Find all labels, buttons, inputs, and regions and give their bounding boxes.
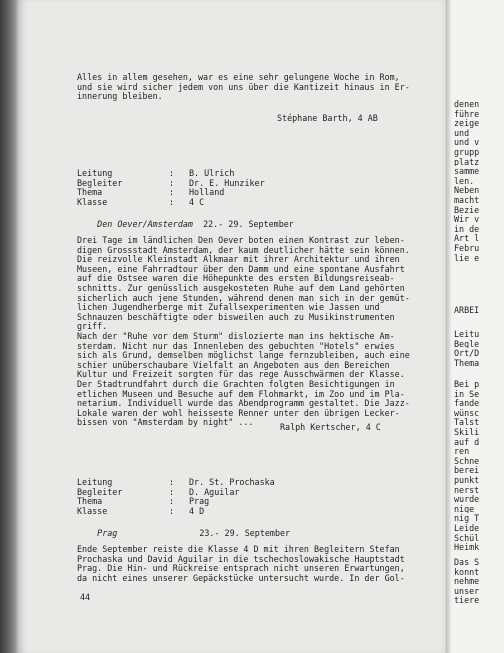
- text-line: netarium. Individuell wurde das Abendprogramm gestaltet. Die Jazz-: [77, 398, 410, 409]
- text-line: macht: [454, 194, 480, 205]
- amsterdam-signature: Ralph Kertscher, 4 C: [280, 422, 381, 432]
- text-line: Bezie: [454, 204, 480, 215]
- prag-info-table: [77, 478, 275, 516]
- text-line: etlichen Museen und Besuche auf dem Flohmarkt, im Zoo und im Pla-: [77, 388, 405, 399]
- text-line: auf d: [454, 436, 480, 447]
- text-line: sicherlich auch jene Stunden, während denen man sich in der gemüt-: [77, 292, 410, 303]
- text-line: in Se: [454, 388, 480, 399]
- text-line: Drei Tage im ländlichen Den Oever boten einen Kontrast zur leben-: [77, 235, 405, 245]
- right-page-body-block: [454, 379, 479, 552]
- info-value: 4 C: [189, 196, 205, 207]
- text-line: in de: [454, 223, 480, 234]
- info-key: Leitung: [77, 477, 113, 487]
- text-line: Kultur und Freizeit sorgten für das rege Ausschwärmen der Klasse.: [77, 369, 405, 380]
- text-line: Thema: [454, 357, 480, 368]
- info-key: Klasse: [77, 505, 108, 516]
- text-line: punkt: [454, 474, 480, 485]
- text-line: griff.: [77, 321, 108, 332]
- text-line: und: [454, 127, 470, 138]
- text-line: unser: [454, 585, 480, 596]
- text-line: Leitu: [454, 329, 480, 339]
- text-line: Nach der "Ruhe vor dem Sturm" dislozierte man ins hektische Am-: [77, 330, 395, 341]
- text-line: Wir v: [454, 214, 480, 224]
- text-line: Febru: [454, 242, 480, 253]
- text-line: innerung bleiben.: [77, 91, 163, 102]
- text-line: wünsc: [454, 407, 480, 418]
- text-line: Prochaska und David Aguilar in die tschechoslowakische Hauptstadt: [77, 553, 405, 564]
- text-line: wurde: [454, 494, 480, 504]
- text-line: fande: [454, 398, 480, 408]
- info-key: Leitung: [77, 168, 113, 178]
- text-line: Bei p: [454, 379, 480, 389]
- info-colon: :: [169, 177, 175, 188]
- text-line: schnitts. Zur genüsslich ausgekosteten Ruhe auf dem Land gehörten: [77, 282, 405, 293]
- info-key: Begleiter: [77, 486, 123, 497]
- right-page-info-block: [454, 329, 479, 367]
- text-line: Begle: [454, 338, 480, 349]
- text-line: Alles in allem gesehen, war es eine sehr gelungene Woche in Rom,: [77, 72, 400, 82]
- text-line: nerst: [454, 484, 480, 495]
- text-line: schier unüberschaubare Vielfalt an Angeboten aus den Bereichen: [77, 359, 390, 370]
- text-line: Lokale waren der wohl heisseste Renner unter den übrigen Lecker-: [77, 407, 400, 418]
- text-line: lie e: [454, 252, 480, 263]
- text-line: berei: [454, 465, 480, 475]
- info-value: Dr. E. Hunziker: [189, 177, 265, 188]
- info-row: [77, 488, 275, 498]
- info-colon: :: [169, 477, 175, 487]
- text-line: denen: [454, 99, 480, 109]
- trip-place: Den Oever/Amsterdam: [97, 218, 193, 229]
- info-colon: :: [169, 187, 175, 198]
- text-line: Talst: [454, 417, 480, 427]
- text-line: Schne: [454, 455, 480, 466]
- info-colon: :: [169, 168, 175, 178]
- text-line: ren: [454, 446, 470, 456]
- text-line: Der Stadtrundfahrt durch die Grachten folgten Besichtigungen in: [77, 378, 395, 389]
- text-line: Ende September reiste die Klasse 4 D mit ihren Begleitern Stefan: [77, 544, 400, 554]
- text-line: Das S: [454, 557, 480, 567]
- info-value: D. Aguilar: [189, 486, 240, 497]
- text-line: Heimk: [454, 542, 480, 552]
- info-key: Thema: [77, 496, 103, 507]
- text-line: Neben: [454, 185, 480, 195]
- text-line: konnt: [454, 566, 480, 577]
- text-line: Skili: [454, 426, 480, 437]
- right-page-heading: ARBEI: [454, 305, 480, 315]
- text-line: bissen von "Amsterdam by night" ...: [77, 417, 254, 428]
- prag-report: [77, 545, 405, 583]
- right-page-top-block: [454, 99, 479, 262]
- text-line: lichen Jugendherberge mit Zufallsexperimenten wie Jassen und: [77, 302, 380, 313]
- info-value: Holland: [189, 187, 225, 198]
- amsterdam-info-table: [77, 169, 265, 207]
- trip-dates: 22.- 29. September: [203, 218, 294, 229]
- info-colon: :: [169, 196, 175, 207]
- text-line: nehme: [454, 576, 480, 586]
- text-line: führe: [454, 108, 480, 119]
- text-line: sich als Grund, demselben möglichst lange fernzubleiben, auch eine: [77, 350, 410, 361]
- text-line: und v: [454, 137, 480, 147]
- text-line: auf die Ostsee waren die Höhepunkte des ersten Bildungsreiseab-: [77, 273, 395, 284]
- text-line: Schnauzen beschäftigte oder bisweilen auch zu Musikinstrumenten: [77, 311, 395, 322]
- intro-paragraph: [77, 73, 410, 102]
- info-key: Begleiter: [77, 177, 123, 188]
- text-line: samme: [454, 166, 480, 176]
- info-row: [77, 198, 265, 208]
- amsterdam-report: [77, 236, 410, 428]
- book-spine-shadow: [0, 0, 18, 653]
- info-value: Dr. St. Prochaska: [189, 477, 275, 487]
- text-line: Ort/D: [454, 348, 480, 358]
- text-line: da nicht eines unserer Gepäckstücke untersucht wurde. In der Gol-: [77, 572, 405, 583]
- info-key: Klasse: [77, 196, 108, 207]
- text-line: sterdam. Nicht nur das Innenleben des gebuchten "Hotels" erwies: [77, 340, 395, 351]
- info-colon: :: [169, 496, 175, 507]
- text-line: platz: [454, 156, 480, 167]
- text-line: len.: [454, 175, 475, 186]
- text-line: nige: [454, 503, 475, 514]
- text-line: zeige: [454, 118, 480, 128]
- trip-place: Prag: [97, 527, 118, 538]
- left-page: [18, 0, 448, 653]
- info-row: [77, 507, 275, 517]
- text-line: nig T: [454, 513, 480, 523]
- text-line: grupp: [454, 146, 480, 157]
- page-number: 44: [80, 592, 91, 602]
- right-page-end-block: [454, 557, 479, 605]
- right-page: [452, 0, 504, 653]
- text-line: Museen, eine Fahrradtour über den Damm und eine spontane Ausfahrt: [77, 263, 405, 274]
- info-colon: :: [169, 505, 175, 516]
- info-colon: :: [169, 486, 175, 497]
- intro-signature: Stéphane Barth, 4 AB: [277, 113, 378, 123]
- info-value: Prag: [189, 496, 210, 507]
- info-value: B. Ulrich: [189, 168, 235, 178]
- info-key: Thema: [77, 187, 103, 198]
- text-line: Schül: [454, 532, 480, 543]
- text-line: und sie wird sicher jedem von uns über die Kantizeit hinaus in Er-: [77, 81, 410, 92]
- text-line: Die reizvolle Kleinstadt Alkmaar mit ihrer Architektur und ihren: [77, 254, 400, 265]
- trip-dates: 23.- 29. September: [199, 527, 291, 538]
- text-line: Leide: [454, 522, 480, 533]
- text-line: Art l: [454, 233, 480, 243]
- text-line: digen Grossstadt Amsterdam, der kaum deutlicher hätte sein können.: [77, 244, 410, 255]
- info-value: 4 D: [189, 505, 205, 516]
- text-line: Prag. Die Hin- und Rückreise entsprach nicht unseren Erwartungen,: [77, 563, 405, 574]
- text-line: tiere: [454, 595, 480, 605]
